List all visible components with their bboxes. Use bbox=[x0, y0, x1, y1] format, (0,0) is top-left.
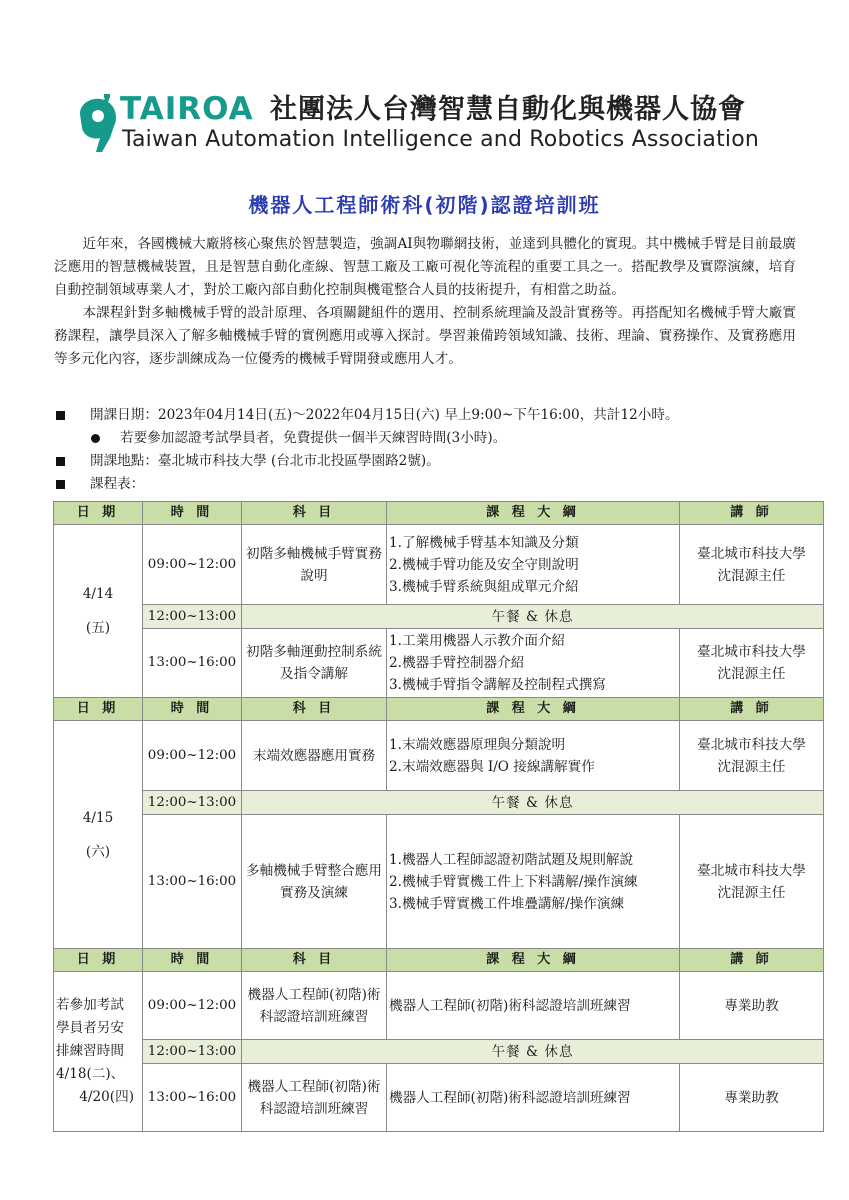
intro-paragraph-1: 近年來，各國機械大廠將核心聚焦於智慧製造，強調AI與物聯網技術，並達到具體化的實現。其中機械手臂是目前最廣泛應用的智慧機械裝置，且是智慧自動化產線、智慧工廠及工廠可視化等流程的重要工具之一。搭配教學及實際演練，培育自動控制領域專業人才，對於工廠內部自動化控制與機電整合人員的技術提升，有相當之助益。 bbox=[54, 236, 796, 298]
instructor-name: 沈混源主任 bbox=[717, 884, 786, 901]
outline-item: 3.機械手臂實機工件堆疊講解/操作演練 bbox=[389, 895, 625, 912]
table-row bbox=[54, 629, 824, 698]
org-name-zh: 社團法人台灣智慧自動化與機器人協會 bbox=[270, 94, 746, 125]
lunch-label: 午餐 & 休息 bbox=[242, 1040, 824, 1064]
session-subject: 初階多軸運動控制系統及指令講解 bbox=[242, 629, 387, 698]
header-time: 時 間 bbox=[143, 698, 242, 721]
instructor-name: 專業助教 bbox=[724, 1089, 779, 1106]
session-subject: 機器人工程師(初階)術科認證培訓班練習 bbox=[242, 972, 387, 1040]
course-location-item bbox=[54, 450, 796, 473]
instructor-name: 沈混源主任 bbox=[717, 666, 786, 682]
outline-item: 1.工業用機器人示教介面介紹 bbox=[389, 633, 566, 649]
lunch-label: 午餐 & 休息 bbox=[242, 791, 824, 815]
lunch-row bbox=[54, 605, 824, 629]
table-header-row bbox=[54, 949, 824, 972]
org-logo bbox=[70, 90, 790, 160]
lunch-row bbox=[54, 1040, 824, 1064]
day2-date: 4/15 bbox=[82, 809, 114, 826]
org-name-en: Taiwan Automation Intelligence and Robotics Association bbox=[122, 127, 760, 152]
lunch-time: 12:00~13:00 bbox=[143, 605, 242, 629]
session-outline bbox=[387, 629, 680, 698]
course-date-text: 開課日期：2023年04月14日(五)～2022年04月15日(六) 早上9:00~下午16:00，共計12小時。 bbox=[90, 407, 679, 423]
outline-item: 2.末端效應器與 I/O 接線講解實作 bbox=[389, 758, 595, 775]
header-date: 日 期 bbox=[54, 698, 143, 721]
session-outline bbox=[387, 972, 680, 1040]
practice-date-line: 4/20(四) bbox=[79, 1089, 134, 1105]
day2-date-cell bbox=[54, 721, 143, 949]
square-bullet-icon bbox=[56, 457, 65, 466]
instructor-school: 臺北城市科技大學 bbox=[697, 644, 806, 660]
day1-weekday: (五) bbox=[85, 620, 111, 636]
header-outline: 課 程 大 綱 bbox=[387, 949, 680, 972]
practice-date-line: 學員者另安 bbox=[56, 1020, 124, 1036]
outline-item: 1.末端效應器原理與分類說明 bbox=[389, 736, 566, 753]
session-outline bbox=[387, 1064, 680, 1132]
session-subject: 初階多軸機械手臂實務說明 bbox=[242, 525, 387, 605]
session-instructor bbox=[680, 721, 824, 791]
session-instructor bbox=[680, 629, 824, 698]
header-time: 時 間 bbox=[143, 502, 242, 525]
session-instructor bbox=[680, 525, 824, 605]
day2-weekday: (六) bbox=[85, 843, 111, 860]
session-instructor bbox=[680, 815, 824, 949]
instructor-school: 臺北城市科技大學 bbox=[697, 545, 806, 562]
practice-date-line: 若參加考試 bbox=[56, 997, 124, 1013]
course-date-note-item bbox=[54, 427, 796, 450]
session-instructor bbox=[680, 972, 824, 1040]
robot-head-logo-icon bbox=[70, 94, 124, 156]
table-row bbox=[54, 525, 824, 605]
square-bullet-icon bbox=[56, 480, 65, 489]
lunch-label: 午餐 & 休息 bbox=[242, 605, 824, 629]
schedule-table bbox=[53, 501, 824, 1132]
instructor-name: 沈混源主任 bbox=[717, 758, 786, 775]
day1-date-cell bbox=[54, 525, 143, 698]
day1-date: 4/14 bbox=[82, 586, 114, 602]
header-outline: 課 程 大 綱 bbox=[387, 502, 680, 525]
session-instructor bbox=[680, 1064, 824, 1132]
table-header-row bbox=[54, 698, 824, 721]
course-date-item bbox=[54, 404, 796, 427]
course-location-text: 開課地點：臺北城市科技大學 (台北市北投區學園路2號)。 bbox=[90, 453, 440, 469]
logo-wordmark: TAIROA bbox=[120, 91, 254, 127]
header-outline: 課 程 大 綱 bbox=[387, 698, 680, 721]
header-instructor: 講 師 bbox=[680, 949, 824, 972]
outline-item: 機器人工程師(初階)術科認證培訓班練習 bbox=[389, 997, 631, 1014]
instructor-name: 沈混源主任 bbox=[717, 567, 786, 584]
session-time: 09:00~12:00 bbox=[143, 525, 242, 605]
lunch-time: 12:00~13:00 bbox=[143, 791, 242, 815]
lunch-time: 12:00~13:00 bbox=[143, 1040, 242, 1064]
header-subject: 科 目 bbox=[242, 949, 387, 972]
session-outline bbox=[387, 525, 680, 605]
outline-item: 3.機械手臂指令講解及控制程式撰寫 bbox=[389, 677, 606, 693]
outline-item: 3.機械手臂系統與組成單元介紹 bbox=[389, 578, 579, 595]
document-title: 機器人工程師術科(初階)認證培訓班 bbox=[248, 193, 601, 217]
lunch-row bbox=[54, 791, 824, 815]
practice-date-line: 排練習時間 bbox=[56, 1043, 124, 1059]
practice-date-line: 4/18(二)、 bbox=[56, 1066, 125, 1082]
session-time: 13:00~16:00 bbox=[143, 629, 242, 698]
outline-item: 2.機械手臂功能及安全守則說明 bbox=[389, 556, 579, 573]
table-row bbox=[54, 721, 824, 791]
session-time: 13:00~16:00 bbox=[143, 815, 242, 949]
header-time: 時 間 bbox=[143, 949, 242, 972]
session-outline bbox=[387, 815, 680, 949]
instructor-name: 專業助教 bbox=[724, 997, 779, 1014]
header-date: 日 期 bbox=[54, 949, 143, 972]
outline-item: 1.機器人工程師認證初階試題及規則解說 bbox=[389, 851, 634, 868]
header-date: 日 期 bbox=[54, 502, 143, 525]
table-header-row bbox=[54, 502, 824, 525]
course-info-list bbox=[54, 404, 796, 496]
intro-section bbox=[54, 233, 796, 371]
outline-item: 2.機械手臂實機工件上下料講解/操作演練 bbox=[389, 873, 638, 890]
session-subject: 多軸機械手臂整合應用實務及演練 bbox=[242, 815, 387, 949]
session-subject: 機器人工程師(初階)術科認證培訓班練習 bbox=[242, 1064, 387, 1132]
schedule-label-item bbox=[54, 473, 796, 496]
instructor-school: 臺北城市科技大學 bbox=[697, 736, 806, 753]
practice-date-cell bbox=[54, 972, 143, 1132]
course-date-note-text: 若要參加認證考試學員者，免費提供一個半天練習時間(3小時)。 bbox=[120, 430, 507, 446]
session-subject: 末端效應器應用實務 bbox=[242, 721, 387, 791]
schedule-label-text: 課程表： bbox=[90, 476, 145, 492]
header-subject: 科 目 bbox=[242, 502, 387, 525]
header-instructor: 講 師 bbox=[680, 698, 824, 721]
header-instructor: 講 師 bbox=[680, 502, 824, 525]
outline-item: 2.機器手臂控制器介紹 bbox=[389, 655, 525, 671]
outline-item: 機器人工程師(初階)術科認證培訓班練習 bbox=[389, 1089, 631, 1106]
session-time: 09:00~12:00 bbox=[143, 972, 242, 1040]
header-subject: 科 目 bbox=[242, 698, 387, 721]
square-bullet-icon bbox=[56, 411, 65, 420]
outline-item: 1.了解機械手臂基本知識及分類 bbox=[389, 534, 579, 551]
instructor-school: 臺北城市科技大學 bbox=[697, 862, 806, 879]
intro-paragraph-2: 本課程針對多軸機械手臂的設計原理、各項關鍵組件的選用、控制系統理論及設計實務等。再搭配知名機械手臂大廠實務課程，讓學員深入了解多軸機械手臂的實例應用或導入探討。學習兼備跨領域知識、技術、理論、實務操作、及實務應用等多元化內容，逐步訓練成為一位優秀的機械手臂開發或應用人才。 bbox=[54, 305, 796, 367]
table-row bbox=[54, 1064, 824, 1132]
session-outline bbox=[387, 721, 680, 791]
table-row bbox=[54, 972, 824, 1040]
session-time: 09:00~12:00 bbox=[143, 721, 242, 791]
table-row bbox=[54, 815, 824, 949]
session-time: 13:00~16:00 bbox=[143, 1064, 242, 1132]
round-bullet-icon bbox=[91, 434, 100, 443]
